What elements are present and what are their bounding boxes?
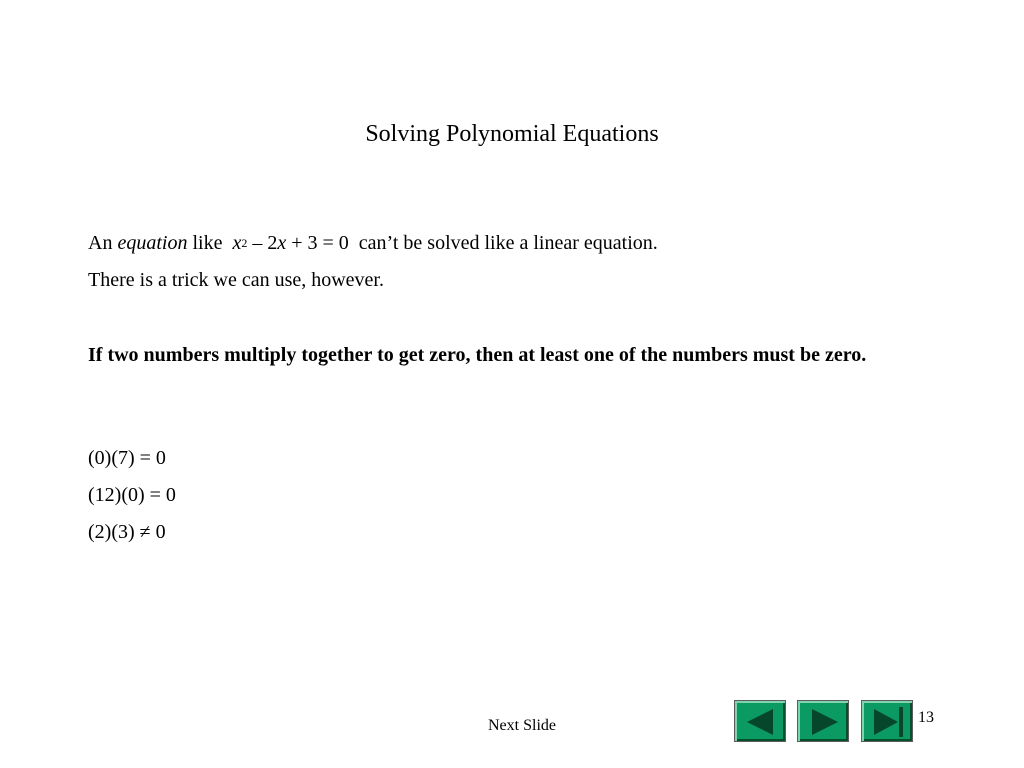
- example-2: (12)(0) = 0: [88, 484, 176, 506]
- triangle-left-icon: [735, 701, 787, 743]
- next-slide-button[interactable]: [797, 700, 849, 742]
- eq-minus-2: – 2: [252, 232, 278, 254]
- last-slide-button[interactable]: [861, 700, 913, 742]
- eq-var-x: x: [232, 232, 242, 254]
- skip-to-end-icon: [862, 701, 914, 743]
- trick-line: There is a trick we can use, however.: [88, 269, 384, 291]
- intro-tail: can’t be solved like a linear equation.: [358, 232, 658, 254]
- intro-an: An: [88, 232, 113, 254]
- slide-number: 13: [918, 709, 934, 726]
- eq-rest: + 3 = 0: [291, 232, 349, 254]
- previous-slide-button[interactable]: [734, 700, 786, 742]
- page-title: Solving Polynomial Equations: [365, 121, 659, 147]
- triangle-right-icon: [798, 701, 850, 743]
- zero-product-rule: If two numbers multiply together to get zero, then at least one of the numbers must be zero.: [88, 344, 867, 366]
- intro-like: like: [192, 232, 223, 254]
- eq-var-x2: x: [277, 232, 287, 254]
- eq-exponent: 2: [241, 236, 248, 250]
- example-3: (2)(3) ≠ 0: [88, 521, 166, 543]
- intro-line: [88, 229, 658, 257]
- next-slide-label[interactable]: Next Slide: [488, 717, 556, 734]
- intro-equation-word: equation: [117, 232, 188, 254]
- example-1: (0)(7) = 0: [88, 447, 166, 469]
